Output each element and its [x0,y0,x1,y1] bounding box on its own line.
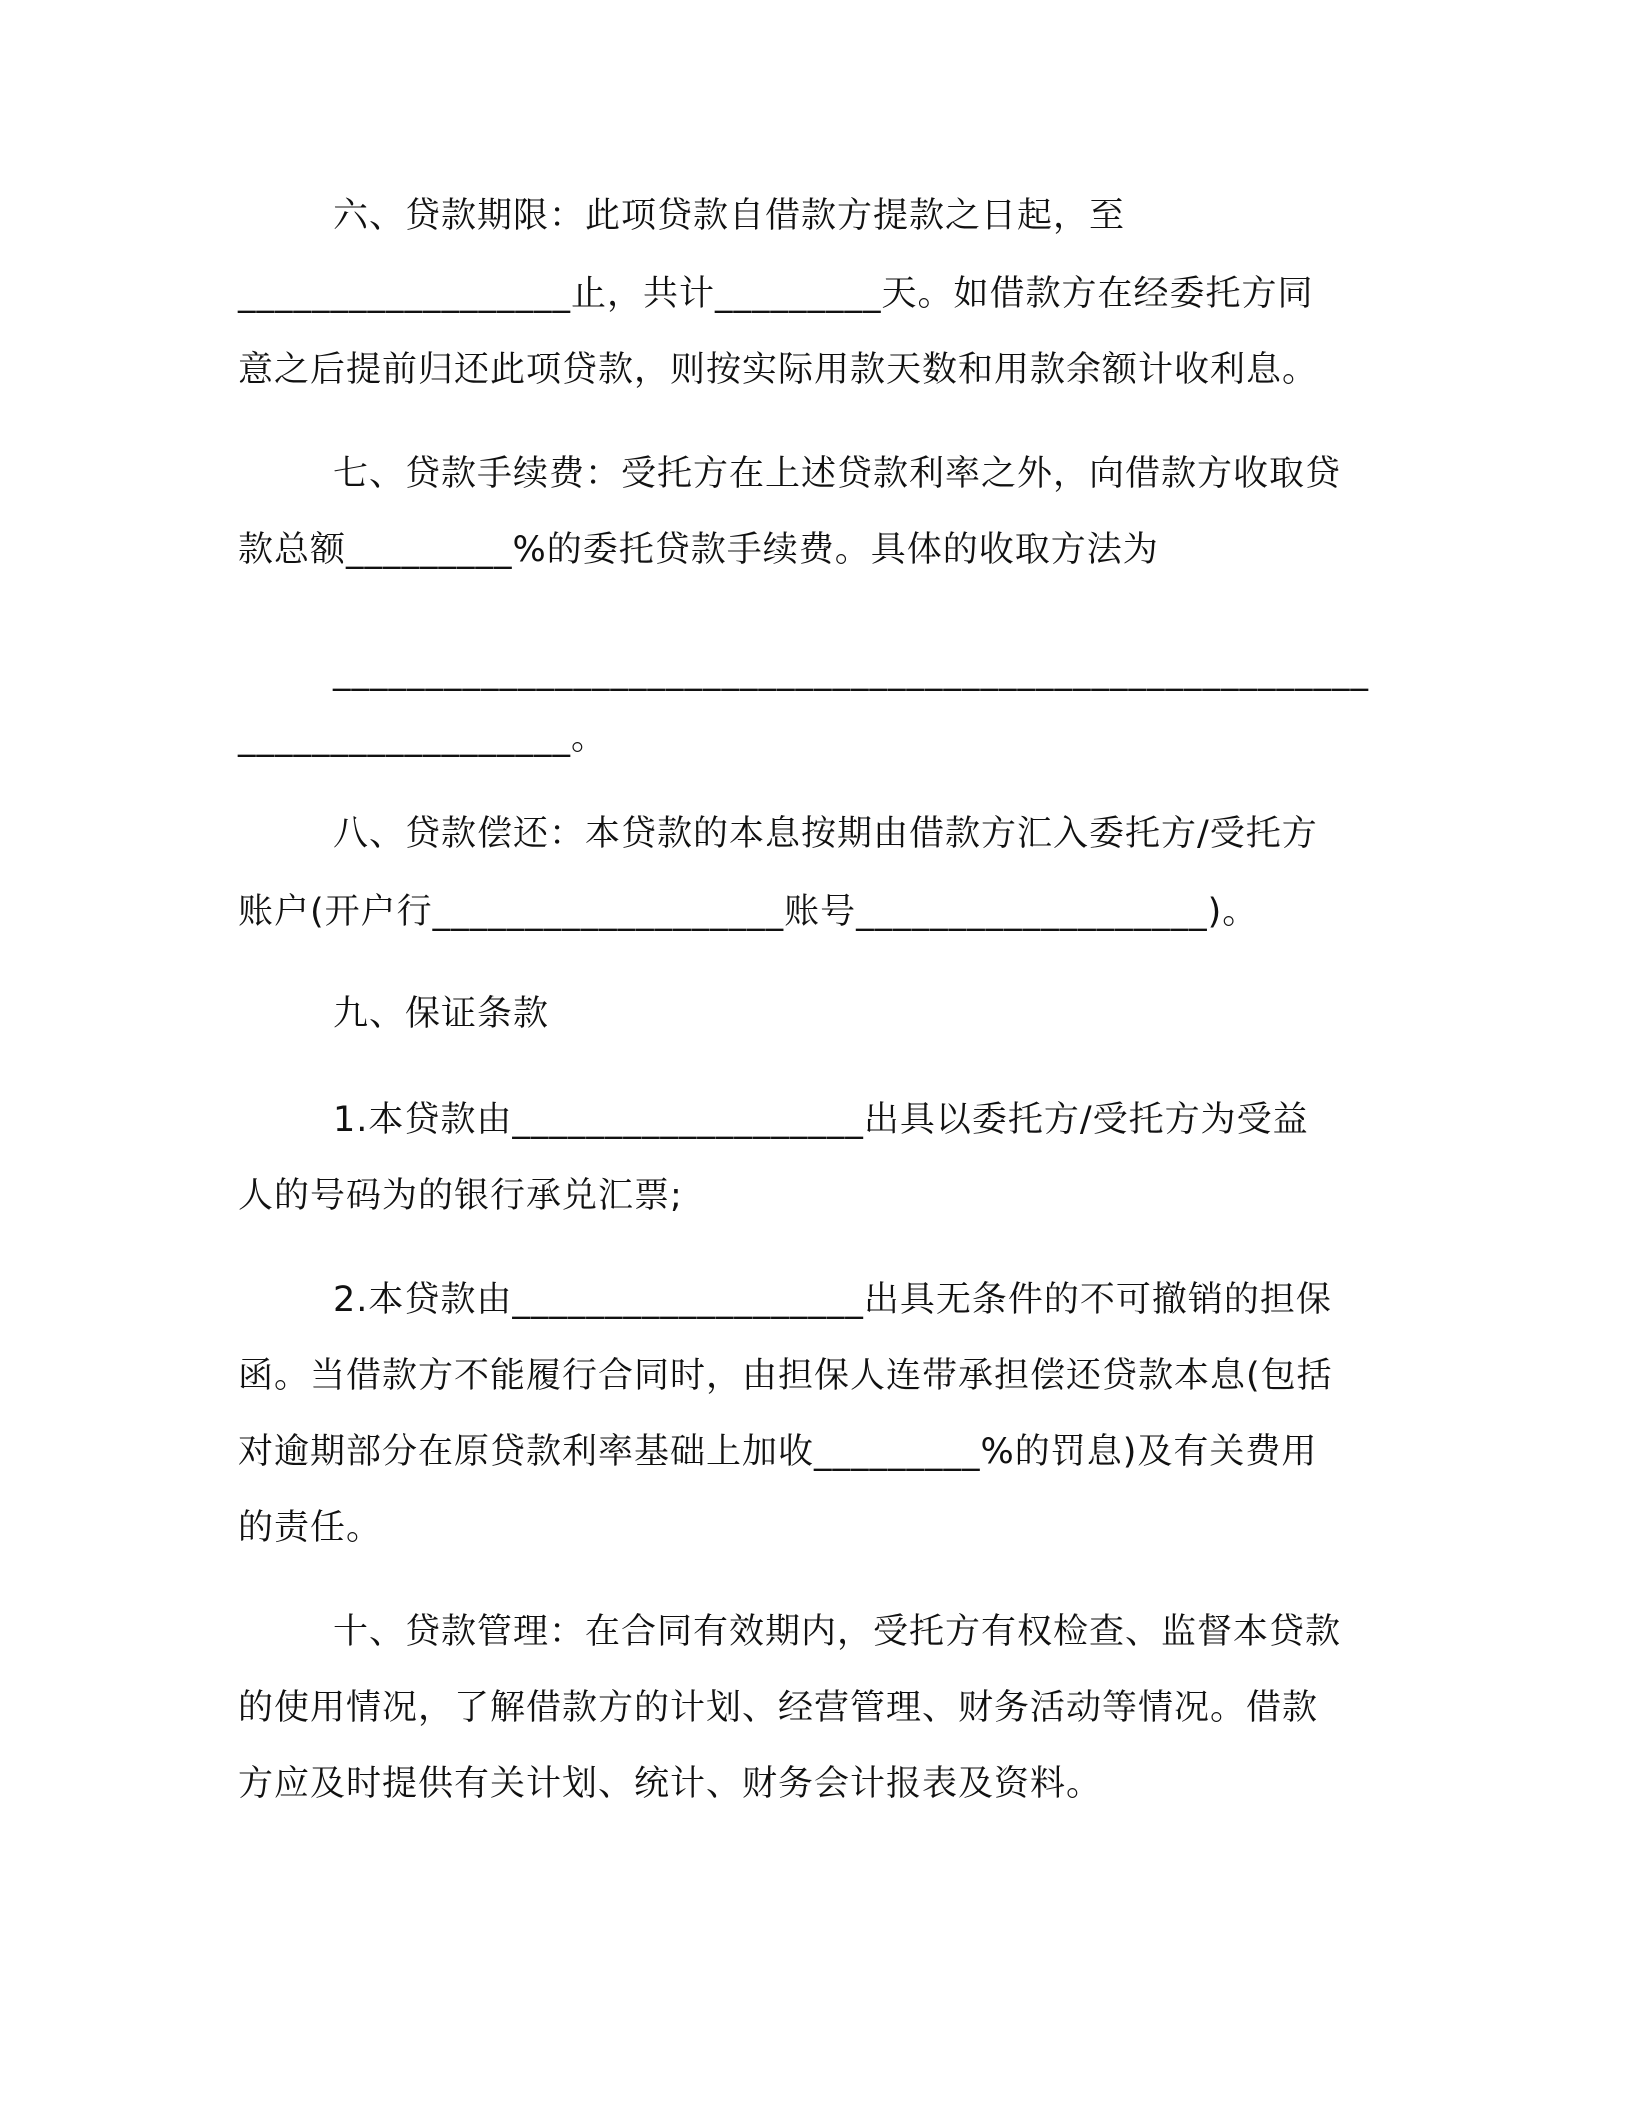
clause-7-heading-line: 七、贷款手续费：受托方在上述贷款利率之外，向借款方收取贷 [333,454,1342,494]
clause-6-line-3: 意之后提前归还此项贷款，则按实际用款天数和用款余额计收利息。 [238,350,1319,390]
clause-9-item-2-line-2: 函。当借款方不能履行合同时，由担保人连带承担偿还贷款本息(包括 [238,1356,1333,1396]
clause-9-item-2-line-3: 对逾期部分在原贷款利率基础上加收_________%的罚息)及有关费用 [238,1432,1318,1472]
clause-9-item-2-line-1: 2.本贷款由___________________出具无条件的不可撤销的担保 [333,1280,1332,1320]
clause-6-line-2: __________________止，共计_________天。如借款方在经委托方同 [238,274,1314,314]
clause-9-item-2-line-4: 的责任。 [238,1508,383,1548]
clause-7-line-2: 款总额_________%的委托贷款手续费。具体的收取方法为 [238,530,1159,570]
clause-6-heading-line: 六、贷款期限：此项贷款自借款方提款之日起，至 [333,196,1126,236]
clause-10-line-3: 方应及时提供有关计划、统计、财务会计报表及资料。 [238,1764,1103,1804]
clause-7-blank-line-1: ________________________________________________________ [333,652,1369,692]
clause-9-heading: 九、保证条款 [333,994,550,1034]
clause-10-heading-line: 十、贷款管理：在合同有效期内，受托方有权检查、监督本贷款 [333,1612,1342,1652]
clause-10-line-2: 的使用情况，了解借款方的计划、经营管理、财务活动等情况。借款 [238,1688,1319,1728]
clause-8-heading-line: 八、贷款偿还：本贷款的本息按期由借款方汇入委托方/受托方 [333,814,1318,854]
clause-9-item-1-line-1: 1.本贷款由___________________出具以委托方/受托方为受益 [333,1100,1309,1140]
clause-8-line-2: 账户(开户行___________________账号___________________)。 [238,892,1259,932]
clause-7-blank-line-2: __________________。 [238,718,608,758]
clause-9-item-1-line-2: 人的号码为的银行承兑汇票; [238,1176,683,1216]
